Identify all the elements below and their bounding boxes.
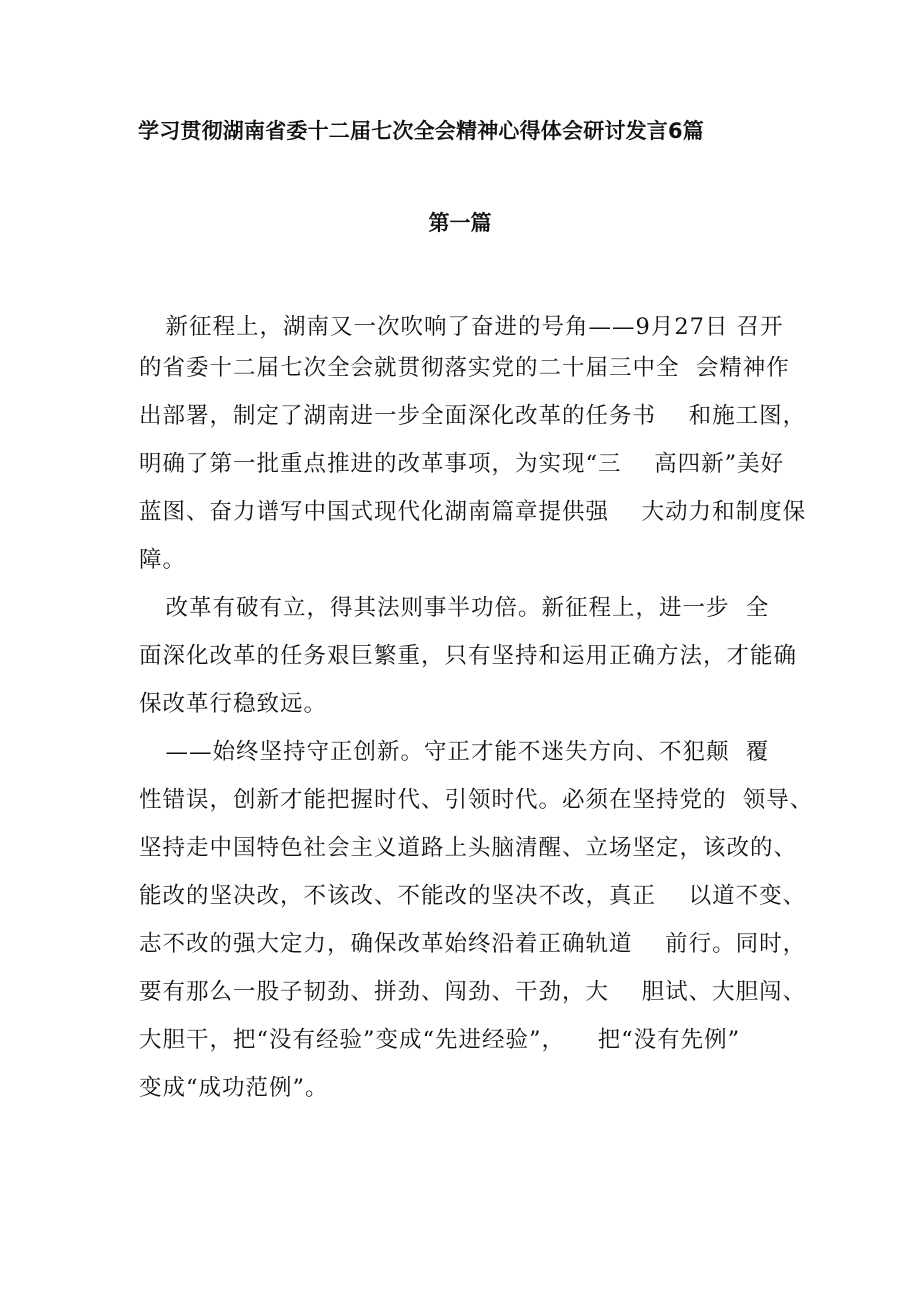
paragraph-line: 障。 bbox=[139, 547, 187, 573]
paragraph-line: 志不改的强大定力，确保改革始终沿着正确轨道 前行。同时， bbox=[139, 931, 807, 957]
document-title: 学习贯彻湖南省委十二届七次全会精神心得体会研讨发言6篇 bbox=[138, 119, 705, 143]
paragraph-line: 出部署，制定了湖南进一步全面深化改革的任务书 和施工图， bbox=[139, 403, 807, 429]
paragraph-line: 改革有破有立，得其法则事半功倍。新征程上，进一步 全 bbox=[142, 595, 770, 621]
paragraph-line: 面深化改革的任务艰巨繁重，只有坚持和运用正确方法，才能确 bbox=[139, 643, 798, 669]
paragraph-line: 性错误，创新才能把握时代、引领时代。必须在坚持党的 领导、 bbox=[139, 787, 814, 813]
paragraph-line: 蓝图、奋力谱写中国式现代化湖南篇章提供强 大动力和制度保 bbox=[139, 499, 807, 525]
paragraph-line: 能改的坚决改，不该改、不能改的坚决不改，真正 以道不变、 bbox=[139, 883, 807, 909]
paragraph-line: 保改革行稳致远。 bbox=[139, 691, 328, 717]
paragraph-line: 新征程上，湖南又一次吹响了奋进的号角——9月27日 召开 bbox=[142, 314, 784, 340]
paragraph-line: 的省委十二届七次全会就贯彻落实党的二十届三中全 会精神作 bbox=[139, 355, 790, 381]
paragraph-line: ——始终坚持守正创新。守正才能不迷失方向、不犯颠 覆 bbox=[142, 739, 770, 765]
paragraph-line: 要有那么一股子韧劲、拼劲、闯劲、干劲，大 胆试、大胆闯、 bbox=[139, 979, 807, 1005]
paragraph-line: 坚持走中国特色社会主义道路上头脑清醒、立场坚定，该改的、 bbox=[139, 835, 798, 861]
paragraph-line: 变成“成功范例”。 bbox=[139, 1075, 329, 1101]
paragraph-line: 大胆干，把“没有经验”变成“先进经验”， 把“没有先例” bbox=[139, 1027, 741, 1053]
section-title: 第一篇 bbox=[428, 211, 492, 235]
paragraph-line: 明确了第一批重点推进的改革事项，为实现“三 高四新”美好 bbox=[139, 451, 785, 477]
